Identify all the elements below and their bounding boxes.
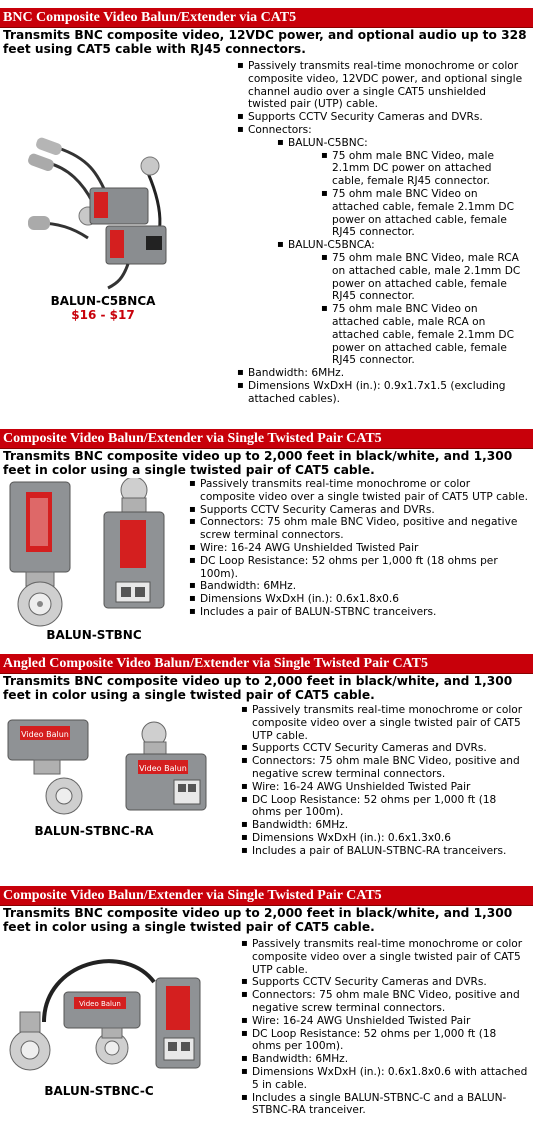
product-title: Composite Video Balun/Extender via Single Twisted Pair CAT5 bbox=[0, 886, 533, 906]
product-title: BNC Composite Video Balun/Extender via CAT5 bbox=[0, 8, 533, 28]
product-sku: BALUN-STBNC-RA bbox=[34, 824, 154, 838]
feature-item: ▪ Passively transmits real-time monochrome or color composite video over a single twisted pair of CAT5 UTP cable. bbox=[240, 938, 528, 976]
device-label: Video Balun bbox=[79, 1000, 121, 1008]
feature-item: ▪ Bandwidth: 6MHz. bbox=[240, 1053, 528, 1066]
product-image[interactable] bbox=[4, 942, 229, 1072]
feature-item: ▪ Passively transmits real-time monochrome or color composite video over a single twisted pair of CAT5 UTP cable. bbox=[240, 704, 528, 742]
product-image[interactable] bbox=[4, 716, 214, 816]
feature-item: ▪ Supports CCTV Security Cameras and DVRs. bbox=[236, 111, 526, 124]
feature-item: ▪ Passively transmits real-time monochrome or color composite video over a single twisted pair of CAT5 UTP cable. bbox=[188, 478, 528, 504]
connector-group bbox=[276, 239, 526, 367]
feature-item: ▪ Dimensions WxDxH (in.): 0.6x1.8x0.6 with attached 5 in cable. bbox=[240, 1066, 528, 1092]
feature-item: ▪ Connectors: 75 ohm male BNC Video, positive and negative screw terminal connectors. bbox=[240, 989, 528, 1015]
product-sku: BALUN-C5BNCA bbox=[50, 294, 156, 308]
connector-group-name: BALUN-C5BNC: bbox=[288, 136, 368, 149]
product-sku: BALUN-STBNC-C bbox=[44, 1084, 154, 1098]
feature-list bbox=[236, 60, 526, 406]
product-title: Angled Composite Video Balun/Extender via Single Twisted Pair CAT5 bbox=[0, 654, 533, 674]
feature-item: ▪ Supports CCTV Security Cameras and DVRs. bbox=[240, 742, 528, 755]
feature-item: ▪ Includes a pair of BALUN-STBNC tranceivers. bbox=[188, 606, 528, 619]
feature-item: ▪ Supports CCTV Security Cameras and DVRs. bbox=[240, 976, 528, 989]
connector-list bbox=[248, 137, 526, 367]
product-balun-stbnc-c bbox=[0, 886, 532, 1139]
connector-sublist bbox=[288, 150, 526, 240]
product-subtitle: Transmits BNC composite video up to 2,000 feet in black/white, and 1,300 feet in color using a single twisted pair of CAT5 cable. bbox=[3, 674, 513, 702]
feature-item: ▪ Dimensions WxDxH (in.): 0.6x1.8x0.6 bbox=[188, 593, 528, 606]
connector-group-name: BALUN-C5BNCA: bbox=[288, 239, 375, 252]
feature-item: ▪ DC Loop Resistance: 52 ohms per 1,000 ft (18 ohms per 100m). bbox=[240, 794, 528, 820]
product-balun-c5bnca bbox=[0, 0, 532, 420]
feature-connectors-label: Connectors: bbox=[248, 123, 312, 136]
feature-item: ▪ Includes a pair of BALUN-STBNC-RA tranceivers. bbox=[240, 845, 528, 858]
feature-list bbox=[188, 478, 528, 619]
connector-sublist bbox=[288, 252, 526, 367]
device-label: Video Balun bbox=[139, 764, 187, 773]
feature-item: ▪ Dimensions WxDxH (in.): 0.6x1.3x0.6 bbox=[240, 832, 528, 845]
feature-item: ▪ DC Loop Resistance: 52 ohms per 1,000 ft (18 ohms per 100m). bbox=[188, 555, 528, 581]
feature-item: ▪ Wire: 16-24 AWG Unshielded Twisted Pair bbox=[240, 1015, 528, 1028]
feature-item: ▪ Connectors: 75 ohm male BNC Video, positive and negative screw terminal connectors. bbox=[188, 516, 528, 542]
feature-item: ▪ DC Loop Resistance: 52 ohms per 1,000 ft (18 ohms per 100m). bbox=[240, 1028, 528, 1054]
product-subtitle: Transmits BNC composite video up to 2,000 feet in black/white, and 1,300 feet in color using a single twisted pair of CAT5 cable. bbox=[3, 906, 513, 934]
connector-group bbox=[276, 137, 526, 239]
product-balun-stbnc-ra bbox=[0, 654, 532, 879]
device-label: Video Balun bbox=[21, 730, 69, 739]
connector-item: ▪ 75 ohm male BNC Video on attached cable, female 2.1mm DC power on attached cable, female RJ45 connector. bbox=[320, 188, 526, 239]
feature-item: ▪ Bandwidth: 6MHz. bbox=[188, 580, 528, 593]
product-price: $16 - $17 bbox=[71, 308, 135, 322]
product-image[interactable] bbox=[28, 128, 178, 293]
connector-item: ▪ 75 ohm male BNC Video, male 2.1mm DC power on attached cable, female RJ45 connector. bbox=[320, 150, 526, 188]
feature-item bbox=[236, 124, 526, 367]
product-balun-stbnc bbox=[0, 428, 532, 648]
feature-item: ▪ Includes a single BALUN-STBNC-C and a BALUN-STBNC-RA tranceiver. bbox=[240, 1092, 528, 1118]
feature-item: ▪ Bandwidth: 6MHz. bbox=[236, 367, 526, 380]
feature-list bbox=[240, 704, 528, 858]
product-image[interactable] bbox=[4, 478, 174, 628]
feature-item: ▪ Passively transmits real-time monochrome or color composite video, 12VDC power, and optional single channel audio over a single CAT5 unshielded twisted pair (UTP) cable. bbox=[236, 60, 526, 111]
feature-item: ▪ Supports CCTV Security Cameras and DVRs. bbox=[188, 504, 528, 517]
product-title: Composite Video Balun/Extender via Single Twisted Pair CAT5 bbox=[0, 429, 533, 449]
product-subtitle: Transmits BNC composite video, 12VDC power, and optional audio up to 328 feet using CAT5 cable with RJ45 connectors. bbox=[3, 28, 527, 56]
product-caption bbox=[28, 294, 178, 322]
feature-item: ▪ Wire: 16-24 AWG Unshielded Twisted Pair bbox=[240, 781, 528, 794]
feature-item: ▪ Wire: 16-24 AWG Unshielded Twisted Pair bbox=[188, 542, 528, 555]
connector-item: ▪ 75 ohm male BNC Video, male RCA on attached cable, male 2.1mm DC power on attached cable, female RJ45 connector. bbox=[320, 252, 526, 303]
feature-item: ▪ Bandwidth: 6MHz. bbox=[240, 819, 528, 832]
connector-item: ▪ 75 ohm male BNC Video on attached cable, male RCA on attached cable, female 2.1mm DC power on attached cable, female RJ45 connector. bbox=[320, 303, 526, 367]
feature-item: ▪ Connectors: 75 ohm male BNC Video, positive and negative screw terminal connectors. bbox=[240, 755, 528, 781]
product-subtitle: Transmits BNC composite video up to 2,000 feet in black/white, and 1,300 feet in color using a single twisted pair of CAT5 cable. bbox=[3, 449, 513, 477]
product-sku: BALUN-STBNC bbox=[46, 628, 142, 642]
feature-item: ▪ Dimensions WxDxH (in.): 0.9x1.7x1.5 (excluding attached cables). bbox=[236, 380, 526, 406]
feature-list bbox=[240, 938, 528, 1117]
